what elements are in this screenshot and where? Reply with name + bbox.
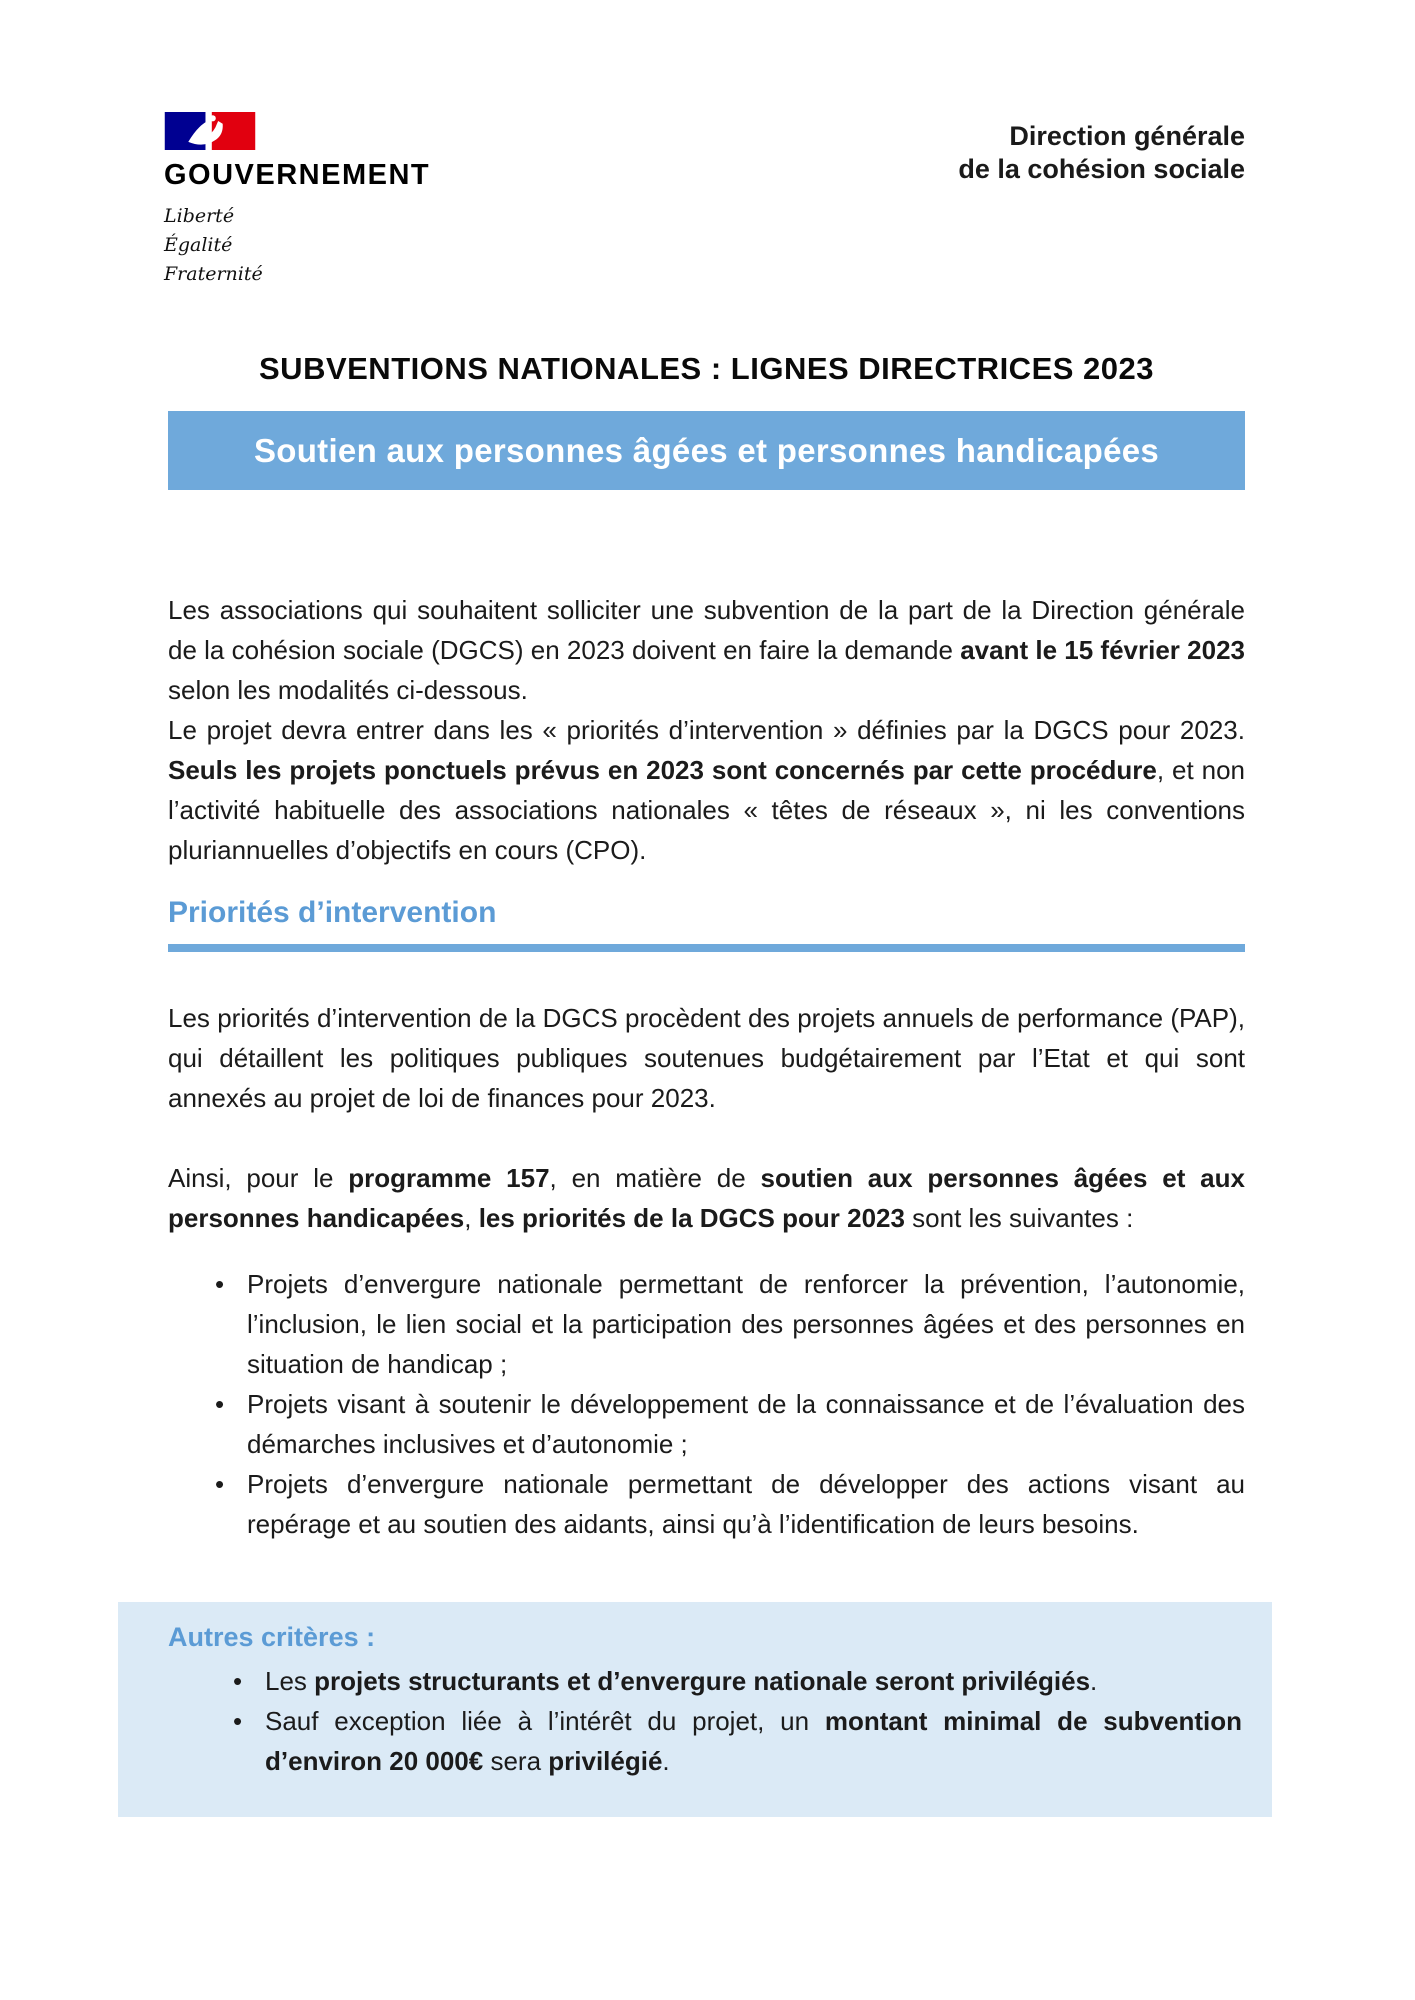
intro-paragraph-1: Les associations qui souhaitent solliciter une subvention de la part de la Direction générale de la cohésion sociale (DGCS) en 2023 doivent en faire la demande avant le 15 février 2023 selon les modalités ci-dessous.: [168, 595, 1245, 705]
topic-banner-text: Soutien aux personnes âgées et personnes handicapées: [253, 431, 1160, 469]
document-title: SUBVENTIONS NATIONALES : LIGNES DIRECTRICES 2023: [259, 351, 1154, 386]
government-logo: [164, 112, 430, 289]
motto-line-fraternite: Fraternité: [164, 263, 263, 285]
other-criteria-item-1: • Les projets structurants et d’envergure nationale seront privilégiés.: [168, 1661, 1242, 1701]
intro-block: [168, 590, 1245, 870]
marianne-flag-icon: [164, 112, 256, 150]
priorities-list: [168, 1264, 1245, 1544]
topic-banner: [168, 411, 1245, 490]
section-heading-priorites: Priorités d’intervention: [168, 896, 497, 929]
section-heading-underline: [168, 944, 1245, 952]
government-motto: [164, 202, 430, 289]
other-criteria-list: [168, 1661, 1242, 1781]
priorities-list-item-3: • Projets d’envergure nationale permettant de développer des actions visant au repérage et au soutien des aidants, ainsi qu’à l’identification de leurs besoins.: [168, 1464, 1245, 1544]
priorities-paragraph-2: Ainsi, pour le programme 157, en matière de soutien aux personnes âgées et aux personnes handicapées, les priorités de la DGCS pour 2023 sont les suivantes :: [168, 1163, 1245, 1233]
motto-line-liberte: Liberté: [164, 205, 235, 227]
page-header: [0, 0, 1415, 289]
government-wordmark: GOUVERNEMENT: [164, 159, 431, 191]
intro-paragraph-2: Le projet devra entrer dans les « priorités d’intervention » définies par la DGCS pour 2023. Seuls les projets ponctuels prévus en 2023 sont concernés par cette procédure, et non l’activité habituelle des associations nationales « têtes de réseaux », ni les conventions pluriannuelles d’objectifs en cours (CPO).: [168, 715, 1245, 865]
priorities-list-item-1: • Projets d’envergure nationale permettant de renforcer la prévention, l’autonomie, l’inclusion, le lien social et la participation des personnes âgées et des personnes en situation de handicap ;: [168, 1264, 1245, 1384]
direction-line-2: de la cohésion sociale: [958, 154, 1245, 184]
other-criteria-box: [118, 1602, 1272, 1817]
motto-line-egalite: Égalité: [164, 234, 233, 256]
document-body: [168, 351, 1245, 1817]
priorities-paragraph-1: Les priorités d’intervention de la DGCS procèdent des projets annuels de performance (PAP), qui détaillent les politiques publiques soutenues budgétairement par l’Etat et qui sont annexés au projet de loi de finances pour 2023.: [168, 1003, 1245, 1113]
direction-line-1: Direction générale: [1009, 121, 1245, 151]
other-criteria-label: Autres critères :: [168, 1622, 376, 1652]
other-criteria-item-2: • Sauf exception liée à l’intérêt du projet, un montant minimal de subvention d’environ 20 000€ sera privilégié.: [168, 1701, 1242, 1781]
priorities-list-item-2: • Projets visant à soutenir le développement de la connaissance et de l’évaluation des démarches inclusives et d’autonomie ;: [168, 1384, 1245, 1464]
issuing-direction: [958, 112, 1245, 186]
